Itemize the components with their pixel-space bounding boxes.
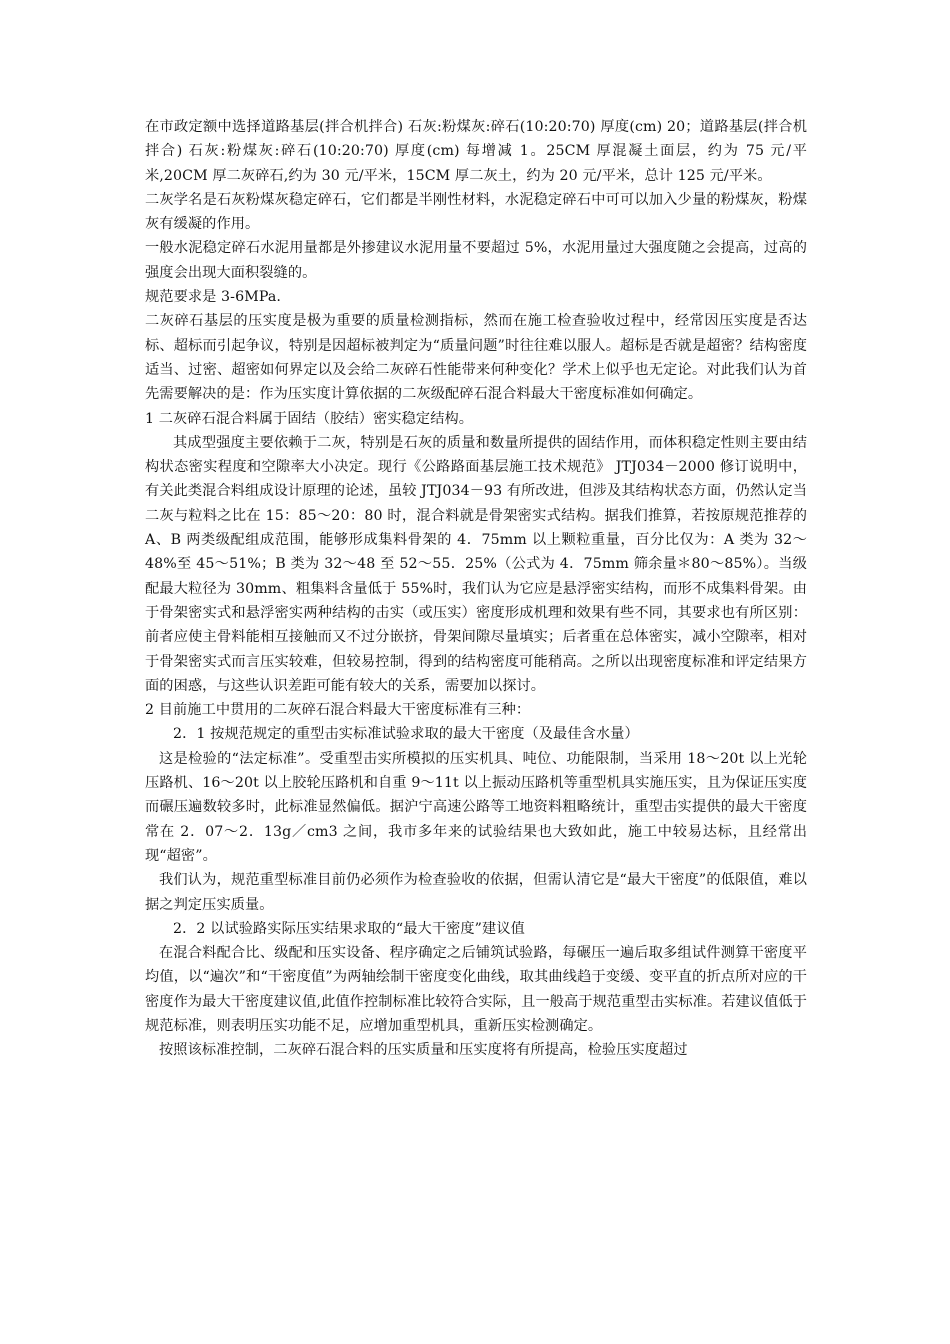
paragraph-lower-limit: 我们认为，规范重型标准目前仍必须作为检查验收的依据，但需认清它是“最大干密度”的低限值，难以据之判定压实质量。 xyxy=(145,872,807,913)
paragraph-test-road: 在混合料配合比、级配和压实设备、程序确定之后铺筑试验路，每碾压一遍后取多组试件测算干密度平均值，以“遍次”和“干密度值”为两轴绘制干密度变化曲线，取其曲线趋于变缓、变平直的折点所对应的干密度作为最大干密度建议值,此值作控制标准比较符合实际，且一般高于规范重型击实标准。若建议值低于规范标准，则表明压实功能不足，应增加重型机具，重新压实检测确定。 xyxy=(145,945,807,1034)
paragraph-structure-analysis: 其成型强度主要依赖于二灰，特别是石灰的质量和数量所提供的固结作用，而体积稳定性则主要由结构状态密实程度和空隙率大小决定。现行《公路路面基层施工技术规范》 JTJ034－2000 修订说明中，有关此类混合料组成设计原理的论述，虽较 JTJ034－93 有所改进，但涉及其结构状态方面，仍然认定当二灰与粒料之比在 15：85～20：80 时，混合料就是骨架密实式结构。据我们推算，若按原规范推荐的 A、B 两类级配组成范围，能够形成集料骨架的 4．75mm 以上颗粒重量，百分比仅为：A 类为 32～48%至 45～51%；B 类为 32～48 至 52～55．25%（公式为 4．75mm 筛余量＊80～85%）。当级配最大粒径为 30mm、粗集料含量低于 55%时，我们认为它应是悬浮密实结构，而形不成集料骨架。由于骨架密实式和悬浮密实两种结构的击实（或压实）密度形成机理和效果有些不同，其要求也有所区别：前者应使主骨料能相互接触而又不过分嵌挤，骨架间隙尽量填实；后者重在总体密实，减小空隙率，相对于骨架密实式而言压实较难，但较易控制，得到的结构密度可能稍高。之所以出现密度标准和评定结果方面的困惑，与这些认识差距可能有较大的关系，需要加以探讨。 xyxy=(145,434,807,694)
paragraph-spec-requirement: 规范要求是 3-6MPa. xyxy=(145,289,281,306)
subsection-heading-2-2: 2．2 以试验路实际压实结果求取的“最大干密度”建议值 xyxy=(173,920,525,937)
paragraph-legal-standard: 这是检验的“法定标准”。受重型击实所模拟的压实机具、吨位、功能限制，当采用 18～20t 以上光轮压路机、16～20t 以上胶轮压路机和自重 9～11t 以上振动压路机等重型机具实施压实，且为保证压实度而碾压遍数较多时，此标准显然偏低。据沪宁高速公路等工地资料粗略统计，重型击实提供的最大干密度常在 2．07～2．13g／cm3 之间，我市多年来的试验结果也大致如此，施工中较易达标，且经常出现“超密”。 xyxy=(145,750,807,864)
document-body xyxy=(145,115,807,1063)
paragraph-cement-dosage: 一般水泥稳定碎石水泥用量都是外掺建议水泥用量不要超过 5%，水泥用量过大强度随之会提高，过高的强度会出现大面积裂缝的。 xyxy=(145,240,807,281)
paragraph-quality-improvement: 按照该标准控制，二灰碎石混合料的压实质量和压实度将有所提高，检验压实度超过 xyxy=(159,1042,688,1059)
section-heading-2: 2 目前施工中贯用的二灰碎石混合料最大干密度标准有三种： xyxy=(145,702,531,719)
subsection-heading-2-1: 2．1 按规范规定的重型击实标准试验求取的最大干密度（及最佳含水量） xyxy=(173,726,639,743)
paragraph-compaction-intro: 二灰碎石基层的压实度是极为重要的质量检测指标，然而在施工检查验收过程中，经常因压实度是否达标、超标而引起争议，特别是因超标被判定为“质量问题”时往往难以服人。超标是否就是超密？结构密度适当、过密、超密如何界定以及会给二灰碎石性能带来何种变化？学术上似乎也无定论。对此我们认为首先需要解决的是：作为压实度计算依据的二灰级配碎石混合料最大干密度标准如何确定。 xyxy=(145,313,807,403)
section-heading-1: 1 二灰碎石混合料属于固结（胶结）密实稳定结构。 xyxy=(145,410,474,427)
paragraph-lime-flyash-definition: 二灰学名是石灰粉煤灰稳定碎石，它们都是半刚性材料，水泥稳定碎石中可可以加入少量的粉煤灰，粉煤灰有缓凝的作用。 xyxy=(145,191,807,233)
paragraph-cost-estimate: 在市政定额中选择道路基层(拌合机拌合) 石灰:粉煤灰:碎石(10:20:70) 厚度(cm) 20；道路基层(拌合机拌合) 石灰:粉煤灰:碎石(10:20:70) 厚度(cm) 每增减 1。25CM 厚混凝土面层，约为 75 元/平米,20CM 厚二灰碎石,约为 30 元/平米，15CM 厚二灰土，约为 20 元/平米，总计 125 元/平米。 xyxy=(145,119,807,184)
